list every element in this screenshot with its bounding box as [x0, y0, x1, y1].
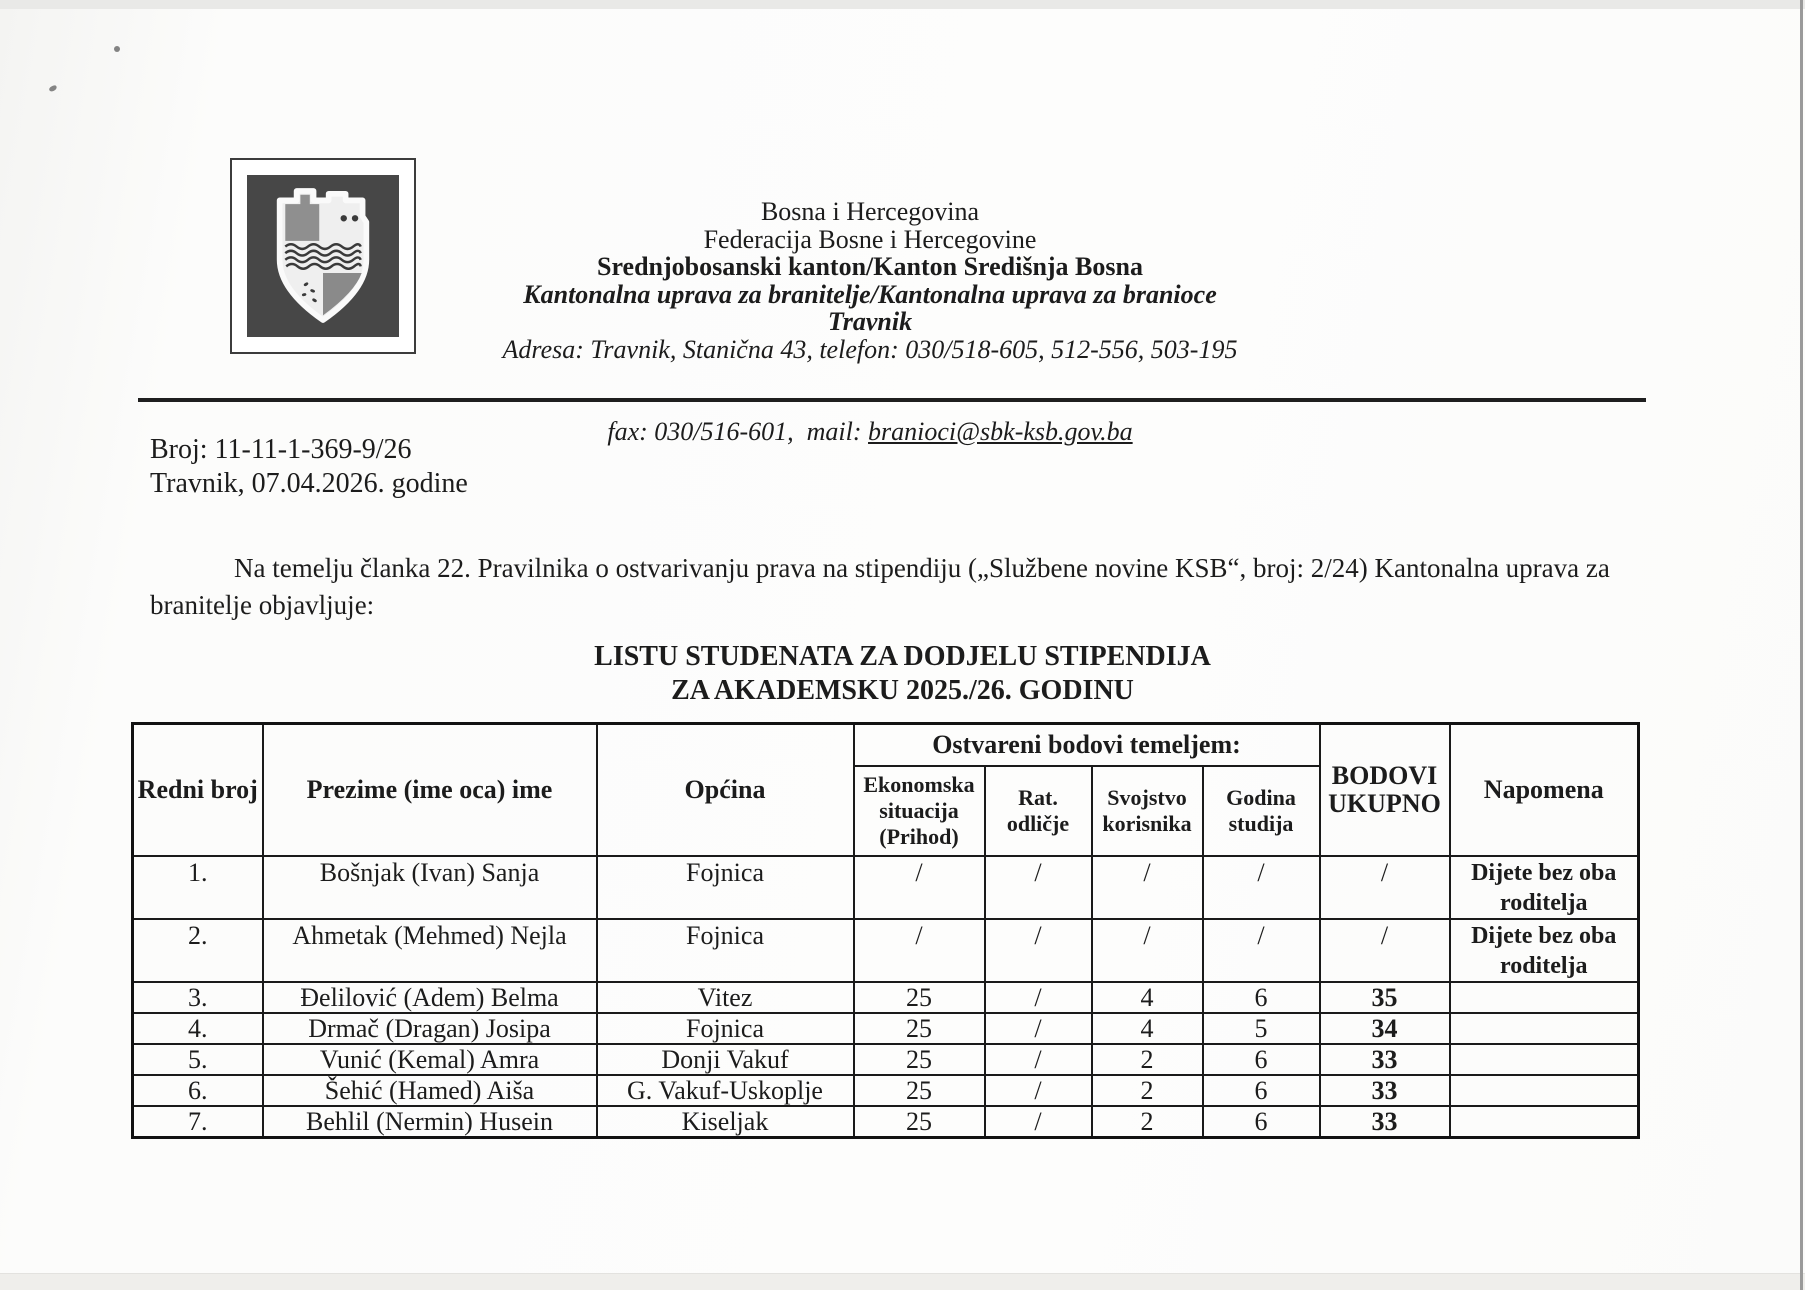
cell-ekonomska: 25 [854, 1106, 985, 1137]
cell-ime: Đelilović (Adem) Belma [263, 982, 597, 1013]
cell-godina: 6 [1203, 1044, 1320, 1075]
cell-godina: / [1203, 919, 1320, 982]
cell-napomena [1450, 1106, 1639, 1137]
cell-ukupno: 35 [1320, 982, 1450, 1013]
table-row [133, 1013, 1639, 1044]
cell-svojstvo: 2 [1092, 1044, 1203, 1075]
table-row [133, 982, 1639, 1013]
table-row [133, 1106, 1639, 1137]
cell-napomena [1450, 1044, 1639, 1075]
cell-opcina: Kiseljak [597, 1106, 854, 1137]
column-header-redni-broj: Redni broj [133, 724, 263, 857]
column-header-svojstvo: Svojstvo korisnika [1092, 766, 1203, 856]
cell-rat: / [985, 1106, 1092, 1137]
letterhead-line: Travnik [827, 307, 913, 336]
column-header-napomena: Napomena [1450, 724, 1639, 857]
cell-broj: 4. [133, 1013, 263, 1044]
cell-opcina: Fojnica [597, 919, 854, 982]
email-text: branioci@sbk-ksb.gov.ba [868, 417, 1133, 446]
table-row [133, 856, 1639, 919]
cell-broj: 6. [133, 1075, 263, 1106]
cell-svojstvo: 2 [1092, 1106, 1203, 1137]
cell-ukupno: / [1320, 919, 1450, 982]
cell-rat: / [985, 1044, 1092, 1075]
cell-napomena [1450, 982, 1639, 1013]
cell-ekonomska: 25 [854, 1044, 985, 1075]
column-header-prezime: Prezime (ime oca) ime [263, 724, 597, 857]
scan-edge-right [1800, 0, 1803, 1290]
cell-rat: / [985, 1013, 1092, 1044]
cell-opcina: Vitez [597, 982, 854, 1013]
cell-ime: Ahmetak (Mehmed) Nejla [263, 919, 597, 982]
cell-godina: 6 [1203, 1075, 1320, 1106]
cell-ekonomska: 25 [854, 982, 985, 1013]
table-row [133, 1044, 1639, 1075]
cell-opcina: G. Vakuf-Uskoplje [597, 1075, 854, 1106]
cell-napomena [1450, 1075, 1639, 1106]
column-header-godina: Godina studija [1203, 766, 1320, 856]
cell-godina: 6 [1203, 982, 1320, 1013]
cell-opcina: Fojnica [597, 856, 854, 919]
cell-ukupno: / [1320, 856, 1450, 919]
scan-edge-bottom [0, 1273, 1805, 1290]
cell-svojstvo: / [1092, 919, 1203, 982]
cell-napomena: Dijete bez oba roditelja [1450, 856, 1639, 919]
reference-block [150, 433, 468, 501]
letterhead-line: Srednjobosanski kanton/Kanton Središnja Bosna [597, 252, 1143, 281]
document-title [150, 640, 1655, 708]
cell-ukupno: 33 [1320, 1075, 1450, 1106]
cell-napomena [1450, 1013, 1639, 1044]
letterhead-line: Federacija Bosne i Hercegovine [703, 224, 1037, 254]
column-header-ekonomska: Ekonomska situacija (Prihod) [854, 766, 985, 856]
letterhead-lines [280, 198, 1460, 363]
scan-edge-top [0, 0, 1805, 9]
cell-broj: 2. [133, 919, 263, 982]
cell-broj: 5. [133, 1044, 263, 1075]
cell-svojstvo: 2 [1092, 1075, 1203, 1106]
letterhead-line: Bosna i Hercegovina [760, 197, 980, 226]
cell-ekonomska: / [854, 919, 985, 982]
cell-rat: / [985, 856, 1092, 919]
cell-ekonomska: / [854, 856, 985, 919]
intro-paragraph: Na temelju članka 22. Pravilnika o ostvarivanju prava na stipendiju („Službene novine KSB“, broj: 2/24) Kantonalna uprava za branitelje objavljuje: [150, 553, 1610, 620]
cell-ime: Vunić (Kemal) Amra [263, 1044, 597, 1075]
letterhead-line: Adresa: Travnik, Stanična 43, telefon: 030/518-605, 512-556, 503-195 [502, 334, 1238, 364]
cell-godina: 6 [1203, 1106, 1320, 1137]
cell-broj: 7. [133, 1106, 263, 1137]
cell-ime: Behlil (Nermin) Husein [263, 1106, 597, 1137]
cell-ekonomska: 25 [854, 1013, 985, 1044]
cell-broj: 3. [133, 982, 263, 1013]
document-title-line2: ZA AKADEMSKU 2025./26. GODINU [671, 675, 1134, 706]
cell-svojstvo: / [1092, 856, 1203, 919]
table-row [133, 1075, 1639, 1106]
column-header-group-bodovi: Ostvareni bodovi temeljem: [854, 724, 1320, 767]
students-table [131, 722, 1640, 1139]
cell-ime: Drmač (Dragan) Josipa [263, 1013, 597, 1044]
reference-number: Broj: 11-11-1-369-9/26 [150, 434, 412, 465]
cell-ukupno: 33 [1320, 1044, 1450, 1075]
column-header-rat: Rat. odličje [985, 766, 1092, 856]
cell-godina: / [1203, 856, 1320, 919]
cell-ukupno: 34 [1320, 1013, 1450, 1044]
divider-rule [138, 398, 1646, 402]
letterhead-line: Kantonalna uprava za branitelje/Kantonalna uprava za branioce [523, 279, 1217, 309]
cell-ukupno: 33 [1320, 1106, 1450, 1137]
cell-ekonomska: 25 [854, 1075, 985, 1106]
reference-place-date: Travnik, 07.04.2026. godine [150, 468, 468, 499]
column-header-opcina: Općina [597, 724, 854, 857]
cell-broj: 1. [133, 856, 263, 919]
intro-section [150, 550, 1695, 624]
cell-ime: Šehić (Hamed) Aiša [263, 1075, 597, 1106]
cell-svojstvo: 4 [1092, 982, 1203, 1013]
cell-opcina: Fojnica [597, 1013, 854, 1044]
cell-rat: / [985, 919, 1092, 982]
cell-godina: 5 [1203, 1013, 1320, 1044]
document-title-line1: LISTU STUDENATA ZA DODJELU STIPENDIJA [594, 641, 1211, 672]
scan-speck [114, 46, 120, 52]
cell-napomena: Dijete bez oba roditelja [1450, 919, 1639, 982]
cell-opcina: Donji Vakuf [597, 1044, 854, 1075]
cell-svojstvo: 4 [1092, 1013, 1203, 1044]
scan-speck [48, 85, 57, 93]
table-row [133, 919, 1639, 982]
cell-ime: Bošnjak (Ivan) Sanja [263, 856, 597, 919]
cell-rat: / [985, 982, 1092, 1013]
fax-prefix: fax: 030/516-601, mail: [607, 417, 869, 446]
cell-rat: / [985, 1075, 1092, 1106]
column-header-ukupno: BODOVI UKUPNO [1320, 724, 1450, 857]
